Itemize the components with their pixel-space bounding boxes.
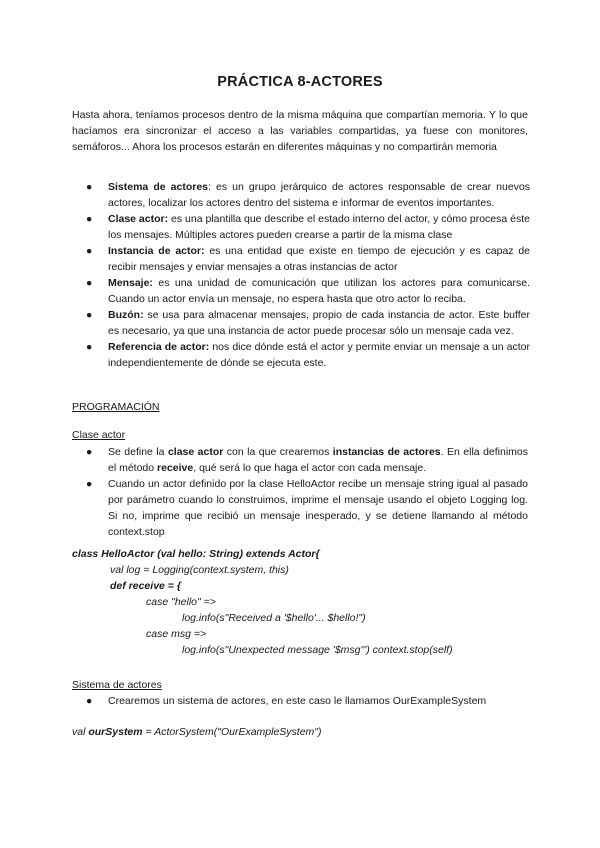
sistema-heading: Sistema de actores — [72, 679, 162, 691]
code-line-case-hello: case "hello" => — [146, 596, 216, 608]
definition-term: Instancia de actor: — [108, 245, 205, 257]
definition-term: Referencia de actor: — [108, 341, 210, 353]
clase-actor-heading: Clase actor — [72, 429, 126, 441]
definition-term: Clase actor: — [108, 213, 169, 225]
list-item — [72, 307, 530, 339]
list-item — [72, 243, 530, 275]
bullet-icon: ● — [86, 245, 93, 257]
definition-term: Buzón: — [108, 309, 144, 321]
definitions-list — [72, 179, 530, 371]
code-line-receive: def receive = { — [110, 580, 181, 592]
intro-paragraph: Hasta ahora, teníamos procesos dentro de la misma máquina que compartían memoria. Y lo que hacíamos era sincronizar el acceso a las variables compartidas, ya fuese con monitores, semáforos... Ahora los procesos estarán en diferentes máquinas y no compartirán memoria — [72, 109, 528, 153]
code-line-class: class HelloActor (val hello: String) extends Actor{ — [72, 548, 320, 560]
bullet-icon: ● — [86, 213, 93, 225]
code-line-log-info-2: log.info(s"Unexpected message '$msg'") context.stop(self) — [182, 644, 453, 656]
programacion-heading: PROGRAMACIÓN — [72, 401, 160, 413]
code-line-log-info-1: log.info(s"Received a '$hello'... $hello!") — [182, 612, 366, 624]
clase-actor-list — [72, 444, 528, 540]
page-title: PRÁCTICA 8-ACTORES — [217, 74, 383, 90]
definition-term: Mensaje: — [108, 277, 153, 289]
definition-text: es una entidad que existe en tiempo de ejecución y es capaz de recibir mensajes y enviar mensajes a otras instancias de actor — [108, 245, 530, 273]
list-item — [72, 211, 530, 243]
bullet-icon: ● — [86, 181, 93, 193]
definition-text: es un grupo jerárquico de actores responsable de crear nuevos actores, localizar los actores dentro del sistema e informar de eventos importantes. — [108, 181, 531, 209]
code-line-actor-system: val ourSystem = ActorSystem("OurExampleSystem") — [72, 726, 322, 738]
sistema-list — [72, 693, 528, 709]
list-item — [72, 275, 530, 307]
list-item: ● Crearemos un sistema de actores, en este caso le llamamos OurExampleSystem — [86, 695, 487, 707]
list-item: ● Cuando un actor definido por la clase HelloActor recibe un mensaje string igual al pasado por parámetro cuando lo construimos, imprime el mensaje usando el objeto Logging log. Si no, imprime que recibió un mensaje inesperado, y se detiene llamando al método context.stop — [86, 478, 528, 538]
bullet-icon: ● — [86, 341, 93, 353]
code-line-case-msg: case msg => — [146, 628, 207, 640]
bullet-icon: ● — [86, 277, 93, 289]
bullet-icon: ● — [86, 478, 93, 490]
definition-text: es una plantilla que describe el estado interno del actor, y cómo procesa éste los mensajes. Múltiples actores pueden crearse a partir de la misma clase — [108, 213, 530, 241]
definition-text: nos dice dónde está el actor y permite enviar un mensaje a un actor independientemente de dónde se ejecuta este. — [108, 341, 530, 369]
bullet-icon: ● — [86, 446, 93, 458]
list-item — [72, 339, 530, 371]
list-item: ● Sistema de actores: es un grupo jerárquico de actores responsable de crear nuevos actores, localizar los actores dentro del sistema e informar de eventos importantes. — [86, 181, 531, 209]
bullet-icon: ● — [86, 695, 93, 707]
definition-term: Sistema de actores — [108, 181, 208, 193]
list-item: ● Se define la clase actor con la que crearemos instancias de actores. En ella definimos el método receive, qué será lo que haga el actor con cada mensaje. — [86, 446, 529, 474]
definition-text: se usa para almacenar mensajes, propio de cada instancia de actor. Este buffer es necesario, ya que una instancia de actor puede procesar sólo un mensaje cada vez. — [108, 309, 531, 337]
bullet-icon: ● — [86, 309, 93, 321]
code-line-log: val log = Logging(context.system, this) — [110, 564, 289, 576]
definition-text: es una unidad de comunicación que utilizan los actores para comunicarse. Cuando un actor envía un mensaje, no espera hasta que otro actor lo reciba. — [108, 277, 530, 305]
